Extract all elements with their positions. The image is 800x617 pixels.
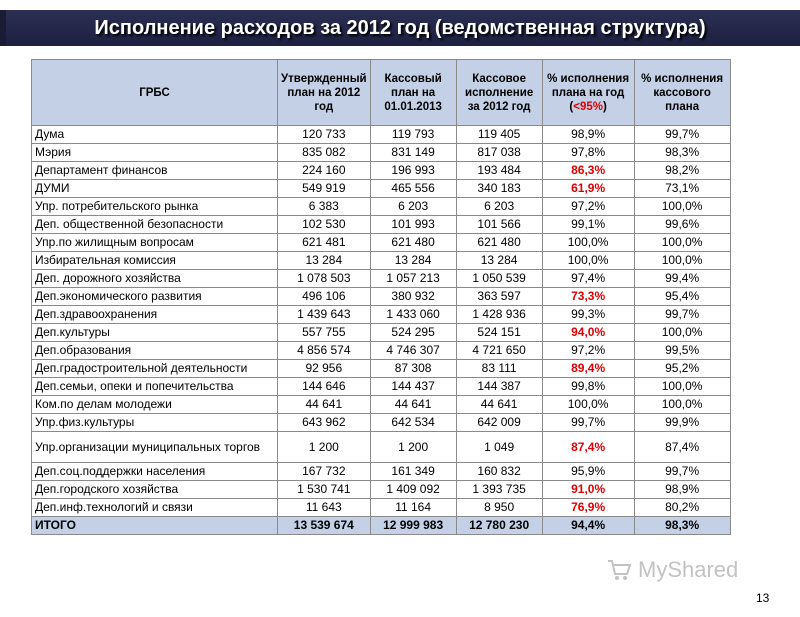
- cell-pct-kassa: 100,0%: [634, 234, 730, 252]
- cell-name: Деп.образования: [32, 342, 278, 360]
- cell-name: Деп.экономического развития: [32, 288, 278, 306]
- table-row: [32, 396, 731, 414]
- header-pct-plan: [542, 60, 634, 126]
- cell-exec: 160 832: [456, 463, 542, 481]
- table-body: [32, 126, 731, 535]
- cell-name: Деп. дорожного хозяйства: [32, 270, 278, 288]
- cell-name: Упр. потребительского рынка: [32, 198, 278, 216]
- cell-plan: 13 539 674: [278, 517, 371, 535]
- table-row: [32, 126, 731, 144]
- total-row: [32, 517, 731, 535]
- cell-kassa: 465 556: [370, 180, 456, 198]
- table-row: [32, 198, 731, 216]
- cell-exec: 1 049: [456, 432, 542, 463]
- cell-exec: 13 284: [456, 252, 542, 270]
- cell-plan: 4 856 574: [278, 342, 371, 360]
- cell-pct-kassa: 99,6%: [634, 216, 730, 234]
- cell-plan: 92 956: [278, 360, 371, 378]
- cell-name: Деп.культуры: [32, 324, 278, 342]
- cell-exec: 1 050 539: [456, 270, 542, 288]
- cell-plan: 44 641: [278, 396, 371, 414]
- cell-name: Упр.физ.культуры: [32, 414, 278, 432]
- cell-name: Департамент финансов: [32, 162, 278, 180]
- cell-kassa: 1 200: [370, 432, 456, 463]
- cell-plan: 167 732: [278, 463, 371, 481]
- cell-pct-kassa: 95,2%: [634, 360, 730, 378]
- cell-exec: 1 393 735: [456, 481, 542, 499]
- cell-kassa: 524 295: [370, 324, 456, 342]
- table-header-row: [32, 60, 731, 126]
- cell-exec: 8 950: [456, 499, 542, 517]
- cell-plan: 224 160: [278, 162, 371, 180]
- cell-pct-kassa: 100,0%: [634, 252, 730, 270]
- cell-exec: 144 387: [456, 378, 542, 396]
- cell-pct-kassa: 98,3%: [634, 517, 730, 535]
- cell-name: Деп.семьи, опеки и попечительства: [32, 378, 278, 396]
- cell-kassa: 44 641: [370, 396, 456, 414]
- cell-kassa: 6 203: [370, 198, 456, 216]
- cell-name: Упр.по жилищным вопросам: [32, 234, 278, 252]
- cell-exec: 621 480: [456, 234, 542, 252]
- cell-pct-kassa: 98,2%: [634, 162, 730, 180]
- cell-kassa: 1 057 213: [370, 270, 456, 288]
- cell-name: Избирательная комиссия: [32, 252, 278, 270]
- table-row: [32, 180, 731, 198]
- header-plan: Утвержденный план на 2012 год: [278, 60, 371, 126]
- watermark: [606, 555, 738, 585]
- cell-pct-plan: 97,2%: [542, 198, 634, 216]
- cell-plan: 1 530 741: [278, 481, 371, 499]
- cell-kassa: 380 932: [370, 288, 456, 306]
- cell-exec: 642 009: [456, 414, 542, 432]
- header-pct-plan-suffix: ): [602, 100, 607, 113]
- page-title: Исполнение расходов за 2012 год (ведомственная структура): [94, 17, 706, 39]
- cell-kassa: 119 793: [370, 126, 456, 144]
- cell-kassa: 87 308: [370, 360, 456, 378]
- cell-pct-plan: 98,9%: [542, 126, 634, 144]
- cell-plan: 6 383: [278, 198, 371, 216]
- cell-exec: 101 566: [456, 216, 542, 234]
- cell-pct-plan: 97,2%: [542, 342, 634, 360]
- cell-pct-plan: 61,9%: [542, 180, 634, 198]
- cell-plan: 621 481: [278, 234, 371, 252]
- cell-pct-plan: 99,3%: [542, 306, 634, 324]
- cell-pct-plan: 97,8%: [542, 144, 634, 162]
- cell-pct-plan: 97,4%: [542, 270, 634, 288]
- cell-exec: 524 151: [456, 324, 542, 342]
- cell-pct-plan: 87,4%: [542, 432, 634, 463]
- cell-exec: 83 111: [456, 360, 542, 378]
- cell-plan: 11 643: [278, 499, 371, 517]
- cell-name: Деп.соц.поддержки населения: [32, 463, 278, 481]
- cell-pct-plan: 94,0%: [542, 324, 634, 342]
- cell-pct-plan: 100,0%: [542, 396, 634, 414]
- cell-kassa: 831 149: [370, 144, 456, 162]
- cell-pct-kassa: 99,9%: [634, 414, 730, 432]
- cell-kassa: 196 993: [370, 162, 456, 180]
- cell-kassa: 144 437: [370, 378, 456, 396]
- cell-pct-kassa: 87,4%: [634, 432, 730, 463]
- cell-kassa: 101 993: [370, 216, 456, 234]
- header-grbs: ГРБС: [32, 60, 278, 126]
- cell-kassa: 1 409 092: [370, 481, 456, 499]
- cell-name: Деп. общественной безопасности: [32, 216, 278, 234]
- cell-plan: 549 919: [278, 180, 371, 198]
- watermark-text: MyShared: [638, 557, 739, 582]
- cell-pct-kassa: 80,2%: [634, 499, 730, 517]
- cell-plan: 144 646: [278, 378, 371, 396]
- table-row: [32, 342, 731, 360]
- cell-kassa: 4 746 307: [370, 342, 456, 360]
- table-row: [32, 252, 731, 270]
- cell-kassa: 12 999 983: [370, 517, 456, 535]
- cell-plan: 1 078 503: [278, 270, 371, 288]
- cell-exec: 1 428 936: [456, 306, 542, 324]
- cell-kassa: 11 164: [370, 499, 456, 517]
- cell-exec: 6 203: [456, 198, 542, 216]
- table-row: [32, 270, 731, 288]
- header-kassa: Кассовый план на 01.01.2013: [370, 60, 456, 126]
- cell-pct-kassa: 100,0%: [634, 324, 730, 342]
- table-row: [32, 288, 731, 306]
- title-bar: [0, 10, 800, 46]
- header-pct-plan-prefix: % исполнения плана на год (: [547, 72, 630, 113]
- cell-pct-plan: 86,3%: [542, 162, 634, 180]
- cell-pct-kassa: 73,1%: [634, 180, 730, 198]
- cell-plan: 102 530: [278, 216, 371, 234]
- cell-exec: 817 038: [456, 144, 542, 162]
- cell-pct-plan: 100,0%: [542, 234, 634, 252]
- table-row: [32, 306, 731, 324]
- table-row: [32, 463, 731, 481]
- cell-exec: 340 183: [456, 180, 542, 198]
- cell-plan: 13 284: [278, 252, 371, 270]
- cell-pct-plan: 99,8%: [542, 378, 634, 396]
- cell-pct-plan: 89,4%: [542, 360, 634, 378]
- page-number: 13: [756, 591, 770, 605]
- cell-exec: 4 721 650: [456, 342, 542, 360]
- cell-plan: 1 200: [278, 432, 371, 463]
- table-row: [32, 324, 731, 342]
- cell-plan: 835 082: [278, 144, 371, 162]
- cell-pct-plan: 100,0%: [542, 252, 634, 270]
- cell-kassa: 161 349: [370, 463, 456, 481]
- cart-icon: [606, 557, 632, 583]
- cell-plan: 557 755: [278, 324, 371, 342]
- cell-pct-kassa: 100,0%: [634, 198, 730, 216]
- cell-exec: 44 641: [456, 396, 542, 414]
- cell-kassa: 13 284: [370, 252, 456, 270]
- cell-pct-kassa: 100,0%: [634, 396, 730, 414]
- cell-name: Деп.городского хозяйства: [32, 481, 278, 499]
- cell-name: ИТОГО: [32, 517, 278, 535]
- cell-pct-kassa: 99,4%: [634, 270, 730, 288]
- table-row: [32, 378, 731, 396]
- cell-plan: 496 106: [278, 288, 371, 306]
- cell-pct-plan: 76,9%: [542, 499, 634, 517]
- cell-name: Деп.здравоохранения: [32, 306, 278, 324]
- cell-pct-plan: 91,0%: [542, 481, 634, 499]
- header-exec: Кассовое исполнение за 2012 год: [456, 60, 542, 126]
- cell-pct-kassa: 98,9%: [634, 481, 730, 499]
- cell-kassa: 642 534: [370, 414, 456, 432]
- table-row: [32, 216, 731, 234]
- table-row: [32, 481, 731, 499]
- cell-pct-kassa: 99,7%: [634, 463, 730, 481]
- cell-pct-plan: 94,4%: [542, 517, 634, 535]
- table-row: [32, 499, 731, 517]
- cell-pct-plan: 95,9%: [542, 463, 634, 481]
- cell-pct-kassa: 100,0%: [634, 378, 730, 396]
- cell-name: Упр.организации муниципальных торгов: [32, 432, 278, 463]
- cell-pct-kassa: 99,5%: [634, 342, 730, 360]
- table-row: [32, 414, 731, 432]
- cell-name: Мэрия: [32, 144, 278, 162]
- cell-name: ДУМИ: [32, 180, 278, 198]
- cell-exec: 119 405: [456, 126, 542, 144]
- cell-pct-kassa: 99,7%: [634, 126, 730, 144]
- cell-plan: 1 439 643: [278, 306, 371, 324]
- cell-exec: 363 597: [456, 288, 542, 306]
- cell-pct-kassa: 98,3%: [634, 144, 730, 162]
- cell-pct-plan: 73,3%: [542, 288, 634, 306]
- cell-kassa: 621 480: [370, 234, 456, 252]
- header-pct-kassa: % исполнения кассового плана: [634, 60, 730, 126]
- header-pct-plan-threshold: <95%: [573, 100, 603, 113]
- table-row: [32, 234, 731, 252]
- table-row: [32, 360, 731, 378]
- cell-pct-plan: 99,1%: [542, 216, 634, 234]
- cell-name: Дума: [32, 126, 278, 144]
- cell-exec: 12 780 230: [456, 517, 542, 535]
- cell-plan: 643 962: [278, 414, 371, 432]
- cell-name: Деп.инф.технологий и связи: [32, 499, 278, 517]
- cell-kassa: 1 433 060: [370, 306, 456, 324]
- table-row: [32, 432, 731, 463]
- cell-exec: 193 484: [456, 162, 542, 180]
- cell-name: Ком.по делам молодежи: [32, 396, 278, 414]
- cell-pct-kassa: 95,4%: [634, 288, 730, 306]
- cell-pct-plan: 99,7%: [542, 414, 634, 432]
- table-row: [32, 162, 731, 180]
- cell-name: Деп.градостроительной деятельности: [32, 360, 278, 378]
- cell-plan: 120 733: [278, 126, 371, 144]
- table-row: [32, 144, 731, 162]
- cell-pct-kassa: 99,7%: [634, 306, 730, 324]
- expenses-table: [31, 59, 731, 535]
